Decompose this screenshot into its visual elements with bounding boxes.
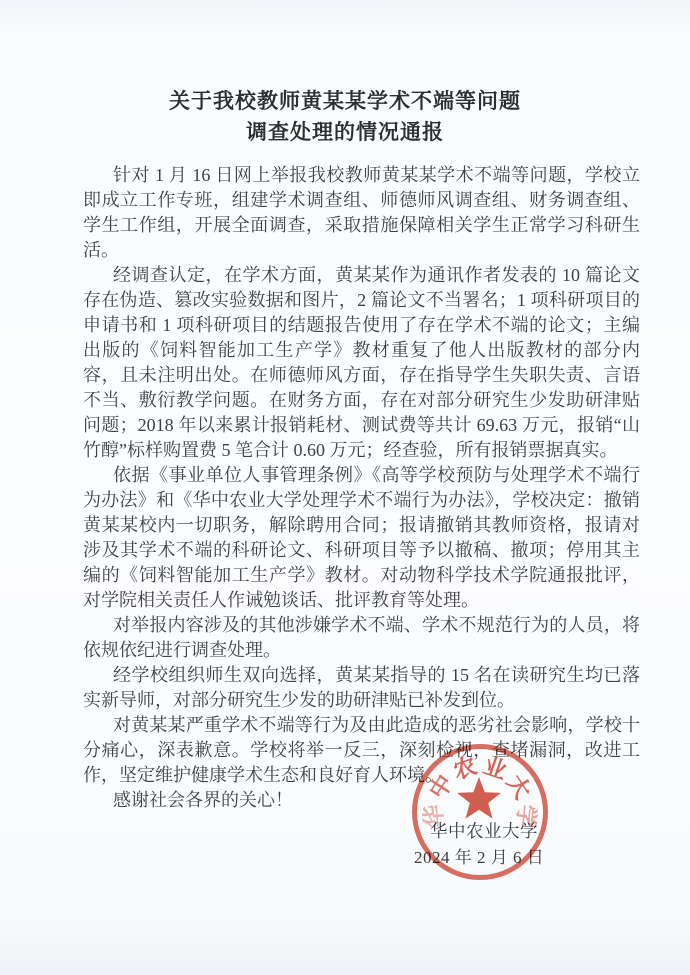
seal-arc-char-1: 中 bbox=[424, 770, 459, 804]
signature: 华中农业大学 bbox=[430, 821, 538, 841]
seal-arc-char-5: 学 bbox=[512, 803, 540, 829]
page-title-line-1: 关于我校教师黄某某学术不端等问题 bbox=[169, 89, 521, 113]
document-body bbox=[83, 163, 640, 813]
seal-arc-char-2: 农 bbox=[450, 752, 480, 785]
seal-star-icon bbox=[457, 777, 501, 819]
body-paragraph: 依据《事业单位人事管理条例》《高等学校预防与处理学术不端行为办法》和《华中农业大学处理学术不端行为办法》，学校决定：撤销黄某某校内一切职务，解除聘用合同；报请撤销其教师资格，报请对涉及其学术不端的科研论文、科研项目等予以撤稿、撤项；停用其主编的《饲料智能加工生产学》教材。对动物科学技术学院通报批评，对学院相关责任人作诫勉谈话、批评教育等处理。 bbox=[83, 465, 640, 610]
body-paragraph: 感谢社会各界的关心！ bbox=[113, 790, 293, 810]
body-paragraph: 针对 1 月 16 日网上举报我校教师黄某某学术不端等问题，学校立即成立工作专班，组建学术调查组、师德师风调查组、财务调查组、学生工作组，开展全面调查，采取措施保障相关学生正常学习科研生活。 bbox=[83, 165, 640, 260]
page-title-line-2: 调查处理的情况通报 bbox=[246, 120, 444, 144]
body-paragraph: 经学校组织师生双向选择，黄某某指导的 15 名在读研究生均已落实新导师，对部分研究生少发的助研津贴已补发到位。 bbox=[83, 665, 640, 710]
date: 2024 年 2 月 6 日 bbox=[414, 848, 545, 867]
official-seal bbox=[407, 739, 553, 885]
page-title bbox=[0, 86, 690, 148]
seal-arc-char-3: 业 bbox=[480, 752, 510, 785]
body-paragraph: 经调查认定，在学术方面，黄某某作为通讯作者发表的 10 篇论文存在伪造、篡改实验数据和图片，2 篇论文不当署名；1 项科研项目的申请书和 1 项科研项目的结题报告使用了存在学术不端的论文；主编出版的《饲料智能加工生产学》教材重复了他人出版教材的部分内容，且未注明出处。在师德师风方面，存在指导学生失职失责、言语不当、敷衍教学问题。在财务方面，存在对部分研究生少发助研津贴问题；2018 年以来累计报销耗材、测试费等共计 69.63 万元，报销“山竹醇”标样购置费 5 笔合计 0.60 万元；经查验，所有报销票据真实。 bbox=[83, 265, 640, 460]
seal-arc-char-0: 华 bbox=[420, 803, 448, 829]
body-paragraph: 对黄某某严重学术不端等行为及由此造成的恶劣社会影响，学校十分痛心，深表歉意。学校将举一反三，深刻检视，查堵漏洞，改进工作，坚定维护健康学术生态和良好育人环境。 bbox=[83, 715, 640, 785]
seal-arc-char-4: 大 bbox=[501, 770, 536, 804]
body-paragraph: 对举报内容涉及的其他涉嫌学术不端、学术不规范行为的人员，将依规依纪进行调查处理。 bbox=[83, 615, 640, 660]
